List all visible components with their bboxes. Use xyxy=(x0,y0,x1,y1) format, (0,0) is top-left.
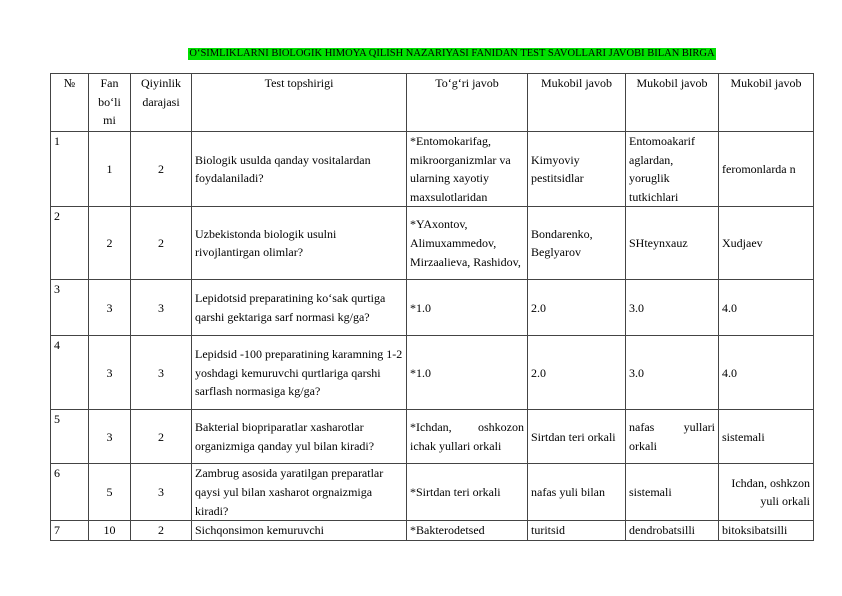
table-row xyxy=(51,521,814,541)
alt-answer-3-cell: Xudjaev xyxy=(719,207,814,280)
qiyinlik-cell: 2 xyxy=(131,410,192,464)
fan-bolimi-cell: 10 xyxy=(89,521,131,541)
qiyinlik-cell: 3 xyxy=(131,336,192,410)
qiyinlik-cell: 2 xyxy=(131,521,192,541)
fan-bolimi-cell: 2 xyxy=(89,207,131,280)
table-row xyxy=(51,132,814,207)
fan-bolimi-cell: 5 xyxy=(89,464,131,521)
header-mukobil-2: Mukobil javob xyxy=(626,74,719,132)
qiyinlik-cell: 2 xyxy=(131,207,192,280)
correct-answer-cell: *Ichdan, oshkozon ichak yullari orkali xyxy=(407,410,528,464)
test-cell: Biologik usulda qanday vositalardan foydalaniladi? xyxy=(192,132,407,207)
table-row xyxy=(51,207,814,280)
alt-answer-1-cell: Bondarenko, Beglyarov xyxy=(528,207,626,280)
row-number: 1 xyxy=(51,132,89,207)
alt-answer-1-cell: 2.0 xyxy=(528,280,626,336)
qiyinlik-cell: 3 xyxy=(131,280,192,336)
alt-answer-1-cell: nafas yuli bilan xyxy=(528,464,626,521)
row-number: 5 xyxy=(51,410,89,464)
alt-answer-3-cell: 4.0 xyxy=(719,336,814,410)
alt-answer-3-cell: sistemali xyxy=(719,410,814,464)
fan-bolimi-cell: 3 xyxy=(89,410,131,464)
fan-bolimi-cell: 1 xyxy=(89,132,131,207)
row-number: 6 xyxy=(51,464,89,521)
table-row xyxy=(51,280,814,336)
alt-answer-1-cell: Kimyoviy pestitsidlar xyxy=(528,132,626,207)
alt-answer-2-cell: nafas yullari orkali xyxy=(626,410,719,464)
row-number: 3 xyxy=(51,280,89,336)
alt-answer-2-cell: SHteynxauz xyxy=(626,207,719,280)
alt-answer-1-cell: 2.0 xyxy=(528,336,626,410)
test-cell: Zambrug asosida yaratilgan preparatlar qaysi yul bilan xasharot orgnaizmiga kiradi? xyxy=(192,464,407,521)
table-row xyxy=(51,410,814,464)
header-qiyinlik: Qiyinlik darajasi xyxy=(131,74,192,132)
alt-answer-2-cell: sistemali xyxy=(626,464,719,521)
row-number: 4 xyxy=(51,336,89,410)
test-cell: Uzbekistonda biologik usulni rivojlantirgan olimlar? xyxy=(192,207,407,280)
row-number: 2 xyxy=(51,207,89,280)
header-togri-javob: To‘g‘ri javob xyxy=(407,74,528,132)
table-row xyxy=(51,464,814,521)
correct-answer-cell: *Bakterodetsed xyxy=(407,521,528,541)
row-number: 7 xyxy=(51,521,89,541)
alt-answer-2-cell: Entomoakarif aglardan, yoruglik tutkichlari xyxy=(626,132,719,207)
alt-answer-2-cell: dendrobatsilli xyxy=(626,521,719,541)
header-mukobil-1: Mukobil javob xyxy=(528,74,626,132)
correct-answer-cell: *Entomokarifag, mikroorganizmlar va ularning xayotiy maxsulotlaridan xyxy=(407,132,528,207)
table-row xyxy=(51,336,814,410)
alt-answer-3-cell: Ichdan, oshkzon yuli orkali xyxy=(719,464,814,521)
qiyinlik-cell: 3 xyxy=(131,464,192,521)
test-table xyxy=(50,73,814,541)
correct-answer-cell: *1.0 xyxy=(407,280,528,336)
header-fan-bolimi: Fan bo‘li mi xyxy=(89,74,131,132)
alt-answer-1-cell: turitsid xyxy=(528,521,626,541)
alt-answer-1-cell: Sirtdan teri orkali xyxy=(528,410,626,464)
test-cell: Lepidotsid preparatining ko‘sak qurtiga qarshi gektariga sarf normasi kg/ga? xyxy=(192,280,407,336)
title-wrap xyxy=(0,43,842,61)
header-mukobil-3: Mukobil javob xyxy=(719,74,814,132)
header-test: Test topshirigi xyxy=(192,74,407,132)
header-no: № xyxy=(51,74,89,132)
qiyinlik-cell: 2 xyxy=(131,132,192,207)
fan-bolimi-cell: 3 xyxy=(89,336,131,410)
alt-answer-3-cell: bitoksibatsilli xyxy=(719,521,814,541)
test-cell: Lepidsid -100 preparatining karamning 1-2 yoshdagi kemuruvchi qurtlariga qarshi sarflash normasiga kg/ga? xyxy=(192,336,407,410)
correct-answer-cell: *Sirtdan teri orkali xyxy=(407,464,528,521)
test-cell: Sichqonsimon kemuruvchi xyxy=(192,521,407,541)
alt-answer-2-cell: 3.0 xyxy=(626,336,719,410)
alt-answer-2-cell: 3.0 xyxy=(626,280,719,336)
alt-answer-3-cell: 4.0 xyxy=(719,280,814,336)
correct-answer-cell: *YAxontov, Alimuxammedov, Mirzaalieva, Rashidov, xyxy=(407,207,528,280)
alt-answer-3-cell: feromonlarda n xyxy=(719,132,814,207)
fan-bolimi-cell: 3 xyxy=(89,280,131,336)
test-cell: Bakterial biopriparatlar xasharotlar organizmiga qanday yul bilan kiradi? xyxy=(192,410,407,464)
correct-answer-cell: *1.0 xyxy=(407,336,528,410)
document-title: O‘SIMLIKLARNI BIOLOGIK HIMOYA QILISH NAZARIYASI FANIDAN TEST SAVOLLARI JAVOBI BILAN BIRGA xyxy=(189,48,715,59)
header-row xyxy=(51,74,814,132)
